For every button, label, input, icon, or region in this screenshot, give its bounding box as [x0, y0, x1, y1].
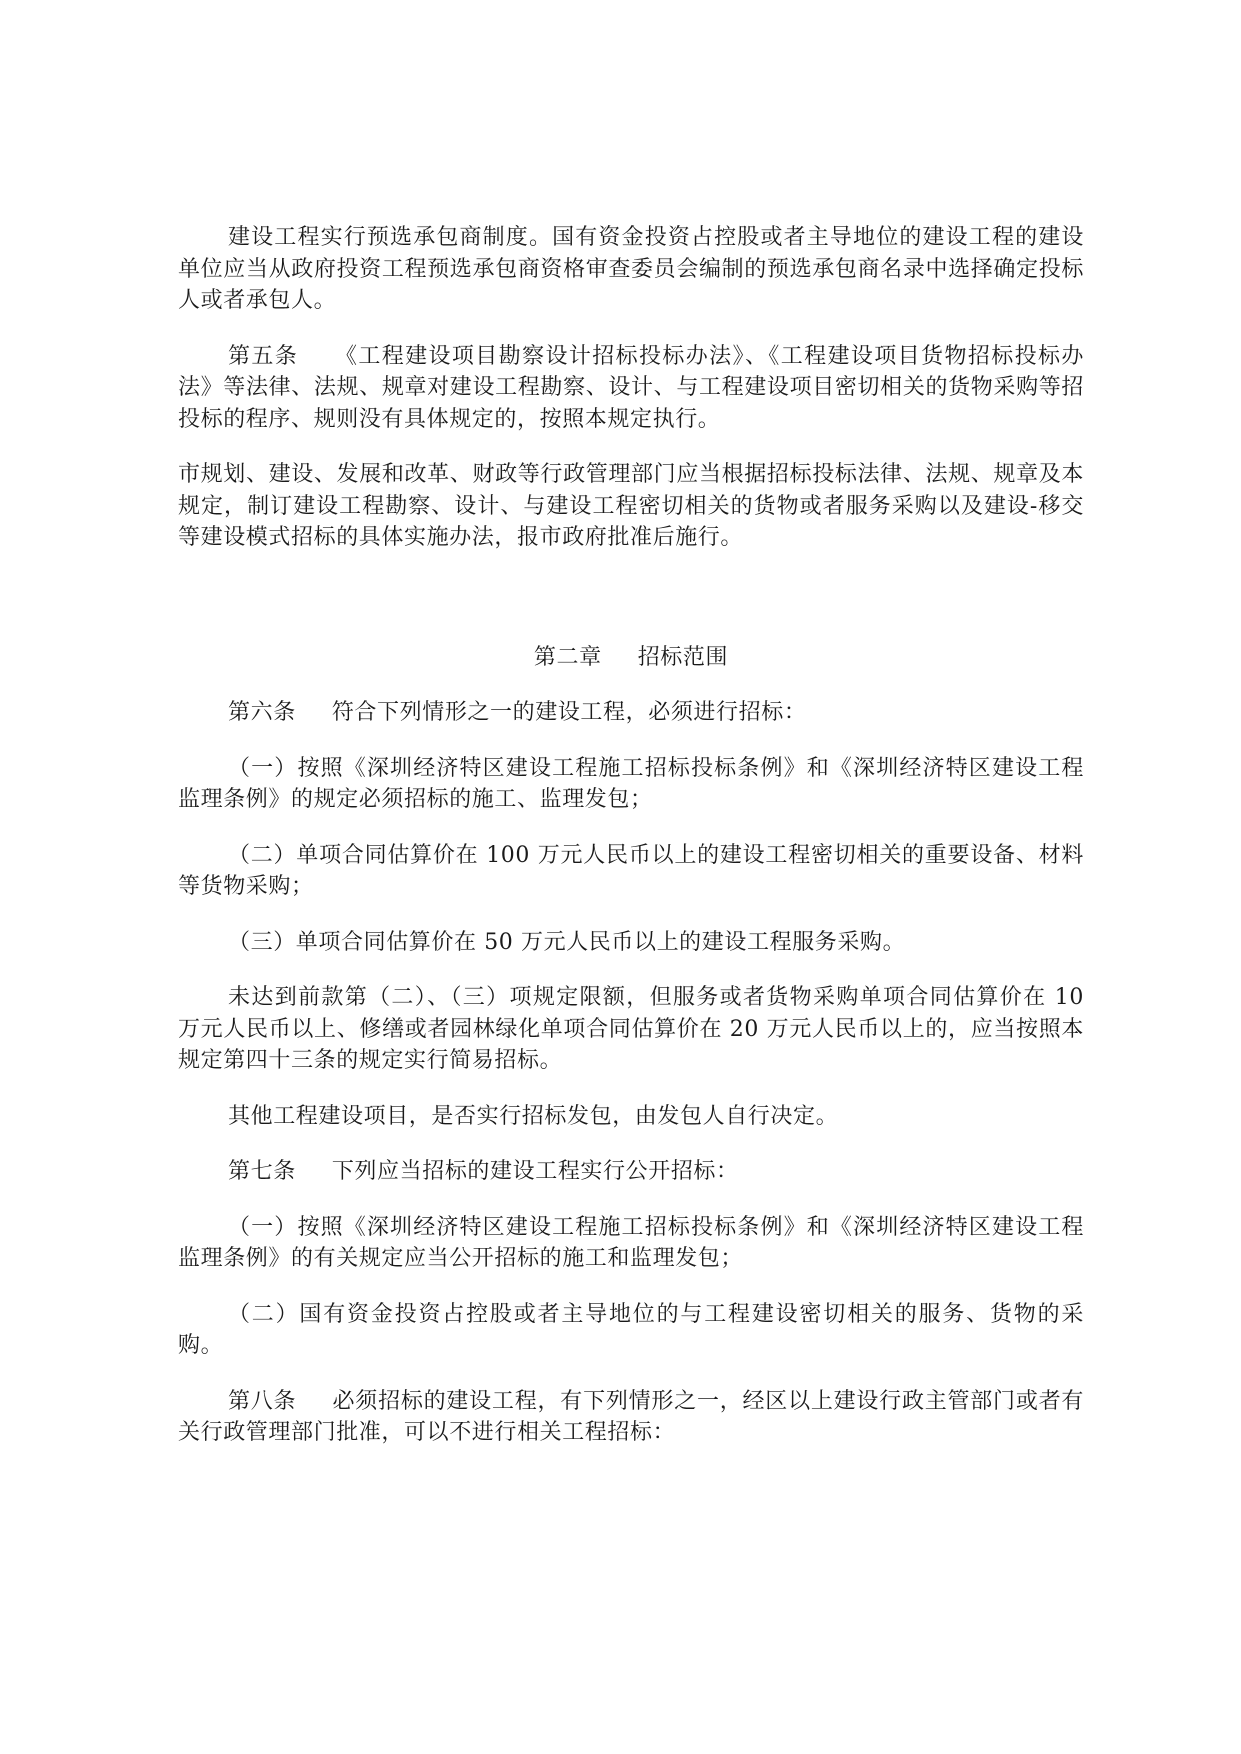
chapter-number: 第二章 [533, 644, 602, 670]
article-6-text: 符合下列情形之一的建设工程，必须进行招标： [331, 700, 807, 725]
article-8-label: 第八条 [228, 1388, 297, 1414]
article-6-paragraph-2: 未达到前款第（二）、（三）项规定限额，但服务或者货物采购单项合同估算价在 10 万元人民币以上、修缮或者园林绿化单项合同估算价在 20 万元人民币以上的，应当按照本规定第四十三条的规定实行简易招标。 [178, 985, 1084, 1073]
article-6-label: 第六条 [228, 700, 296, 725]
paragraph-prequalified-contractors: 建设工程实行预选承包商制度。国有资金投资占控股或者主导地位的建设工程的建设单位应当从政府投资工程预选承包商资格审查委员会编制的预选承包商名录中选择确定投标人或者承包人。 [178, 225, 1084, 313]
article-5-text: 《工程建设项目勘察设计招标投标办法》、《工程建设项目货物招标投标办法》等法律、法规、规章对建设工程勘察、设计、与工程建设项目密切相关的货物采购等招投标的程序、规则没有具体规定的，按照本规定执行。 [178, 343, 1084, 432]
article-6-paragraph-3: 其他工程建设项目，是否实行招标发包，由发包人自行决定。 [228, 1103, 839, 1129]
article-5-label: 第五条 [228, 343, 299, 369]
article-7-text: 下列应当招标的建设工程实行公开招标： [331, 1159, 739, 1184]
article-6 [178, 697, 1084, 729]
article-6-item-2: （二）单项合同估算价在 100 万元人民币以上的建设工程密切相关的重要设备、材料等货物采购； [178, 842, 1084, 899]
chapter-heading [178, 642, 1084, 674]
article-8-text: 必须招标的建设工程，有下列情形之一，经区以上建设行政主管部门或者有关行政管理部门批准，可以不进行相关工程招标： [178, 1388, 1084, 1445]
document-body [178, 222, 1084, 1473]
chapter-title: 招标范围 [637, 644, 729, 670]
article-7-label: 第七条 [228, 1159, 296, 1184]
article-7-item-1: （一）按照《深圳经济特区建设工程施工招标投标条例》和《深圳经济特区建设工程监理条例》的有关规定应当公开招标的施工和监理发包； [178, 1214, 1084, 1271]
article-5 [178, 341, 1084, 436]
article-7-item-2: （二）国有资金投资占控股或者主导地位的与工程建设密切相关的服务、货物的采购。 [178, 1301, 1084, 1358]
article-6-item-3: （三）单项合同估算价在 50 万元人民币以上的建设工程服务采购。 [228, 929, 906, 955]
article-6-item-1: （一）按照《深圳经济特区建设工程施工招标投标条例》和《深圳经济特区建设工程监理条例》的规定必须招标的施工、监理发包； [178, 755, 1084, 812]
article-8 [178, 1386, 1084, 1449]
paragraph-city-departments: 市规划、建设、发展和改革、财政等行政管理部门应当根据招标投标法律、法规、规章及本规定，制订建设工程勘察、设计、与建设工程密切相关的货物或者服务采购以及建设-移交等建设模式招标的具体实施办法，报市政府批准后施行。 [178, 462, 1084, 550]
article-7 [178, 1156, 1084, 1188]
